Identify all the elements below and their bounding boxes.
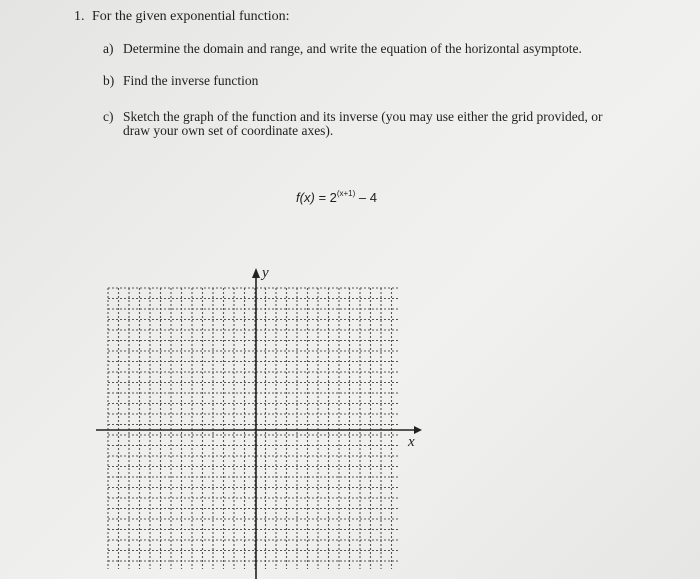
y-axis-arrow: [252, 268, 260, 278]
part-b-label: b): [103, 73, 115, 88]
function-tail: – 4: [355, 190, 377, 205]
grid-lines: [108, 288, 398, 569]
x-axis-arrow: [414, 426, 422, 434]
coordinate-grid[interactable]: [96, 264, 426, 579]
question-number: 1.: [74, 9, 85, 24]
part-c-label: c): [103, 109, 114, 124]
function-exponent: (x+1): [336, 189, 356, 198]
part-c-text-line1: Sketch the graph of the function and its inverse (you may use either the grid provided, or: [123, 109, 603, 124]
function-base: 2: [329, 190, 337, 205]
part-a-label: a): [103, 41, 114, 56]
grid-svg[interactable]: [96, 264, 426, 579]
function-lhs: f(x) =: [296, 190, 330, 205]
y-axis-label: y: [262, 265, 269, 281]
question-title: For the given exponential function:: [92, 9, 290, 24]
x-axis-label: x: [408, 434, 415, 450]
part-b-text: Find the inverse function: [123, 73, 259, 88]
function-equation: [296, 189, 377, 205]
part-c-text-line2: draw your own set of coordinate axes).: [123, 123, 334, 138]
part-a-text: Determine the domain and range, and write the equation of the horizontal asymptote.: [123, 41, 582, 56]
